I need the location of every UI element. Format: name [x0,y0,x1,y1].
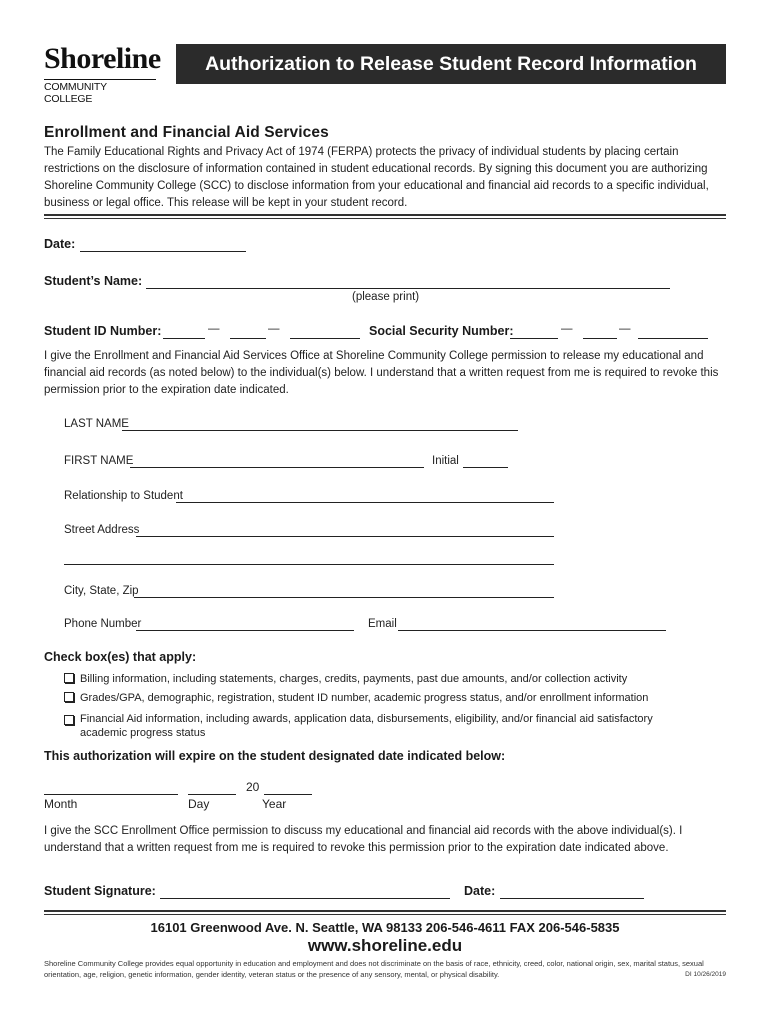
intro-paragraph: The Family Educational Rights and Privacy Act of 1974 (FERPA) protects the privacy of individual students by placing certain restrictions on the disclosure of information contained in student educational records. By signing this document you are authorizing Shoreline Community College (SCC) to disclose information from your educational and financial aid records to a specific individual, business or legal office. This release will be kept in your student record. [44,146,709,209]
first-name-field[interactable] [130,467,424,468]
discuss-paragraph: I give the SCC Enrollment Office permission to discuss my educational and financial aid records with the above individual(s). I understand that a written request from me is required to revoke this permission prior to the expiration date indicated above. [44,825,683,854]
checkbox-item-grades[interactable] [64,692,648,704]
checkbox-item-financial-aid[interactable] [64,712,684,740]
footer-address: 16101 Greenwood Ave. N. Seattle, WA 98133 206-546-4611 FAX 206-546-5835 [150,920,620,935]
city-state-zip-field[interactable] [134,597,554,598]
relationship-label: Relationship to Student [64,490,183,502]
checkbox[interactable] [64,715,74,725]
city-state-zip-label: City, State, Zip [64,585,139,597]
year-prefix: 20 [246,780,260,794]
month-caption: Month [44,797,78,811]
ssn-part1[interactable] [510,338,558,339]
form-title: Authorization to Release Student Record Information [176,44,726,84]
ssn-part3[interactable] [638,338,708,339]
please-print-hint: (please print) [352,291,420,303]
date-label: Date: [44,237,76,251]
permission-paragraph: I give the Enrollment and Financial Aid Services Office at Shoreline Community College permission to release my educational and financial aid records (as noted below) to the individual(s) below. I understand that a written request from me is required to revoke this permission prior to the expiration date indicated. [44,350,719,396]
student-id-label: Student ID Number: [44,324,162,338]
email-label: Email [368,618,397,630]
initial-field[interactable] [463,467,508,468]
first-name-label: FIRST NAME [64,455,134,467]
expire-heading: This authorization will expire on the student designated date indicated below: [44,749,506,763]
student-id-part2[interactable] [230,338,266,339]
checkbox[interactable] [64,673,74,683]
dash: — [208,323,220,335]
checkbox-label: Financial Aid information, including awards, application data, disbursements, eligibility, and/or financial aid satisfactory academic progress status [80,713,653,739]
email-field[interactable] [398,630,666,631]
signature-date-field[interactable] [500,898,644,899]
ssn-label: Social Security Number: [369,324,514,338]
dash: — [561,323,573,335]
college-logo-subtitle: COMMUNITY COLLEGE [44,79,156,105]
signature-date-label: Date: [464,884,496,898]
student-name-field[interactable] [146,288,670,289]
signature-label: Student Signature: [44,884,156,898]
last-name-field[interactable] [122,430,518,431]
divider [44,214,726,219]
street-address-field-line2[interactable] [64,564,554,565]
form-code: DI 10/26/2019 [685,971,726,978]
dash: — [619,323,631,335]
relationship-field[interactable] [176,502,554,503]
student-name-label: Student’s Name: [44,274,143,288]
student-id-part3[interactable] [290,338,360,339]
phone-number-label: Phone Number [64,618,142,630]
section-heading: Enrollment and Financial Aid Services [44,124,329,141]
dash: — [268,323,280,335]
footer-website-link[interactable]: www.shoreline.edu [307,936,463,955]
ssn-part2[interactable] [583,338,617,339]
checkbox-item-billing[interactable] [64,673,627,685]
checkbox-heading: Check box(es) that apply: [44,650,197,664]
checkbox-label: Grades/GPA, demographic, registration, student ID number, academic progress status, and/or enrollment information [80,692,649,704]
day-caption: Day [188,797,210,811]
expire-day-field[interactable] [188,794,236,795]
signature-field[interactable] [160,898,450,899]
date-field[interactable] [80,251,246,252]
street-address-label: Street Address [64,524,140,536]
street-address-field[interactable] [136,536,554,537]
college-logo-name: Shoreline [44,42,161,75]
expire-year-field[interactable] [264,794,312,795]
last-name-label: LAST NAME [64,418,129,430]
student-id-part1[interactable] [163,338,205,339]
year-caption: Year [262,797,287,811]
initial-label: Initial [432,455,459,467]
expire-month-field[interactable] [44,794,178,795]
checkbox-label: Billing information, including statements, charges, credits, payments, past due amounts, and/or collection activity [80,673,628,685]
phone-number-field[interactable] [136,630,354,631]
divider [44,910,726,915]
nondiscrimination-notice: Shoreline Community College provides equal opportunity in education and employment and does not discriminate on the basis of race, ethnicity, creed, color, national origin, sex, marital status, sexual orientation, age, religion, genetic information, gender identity, veteran status or the presence of any sensory, mental, or physical disability. [44,959,704,979]
checkbox[interactable] [64,692,74,702]
